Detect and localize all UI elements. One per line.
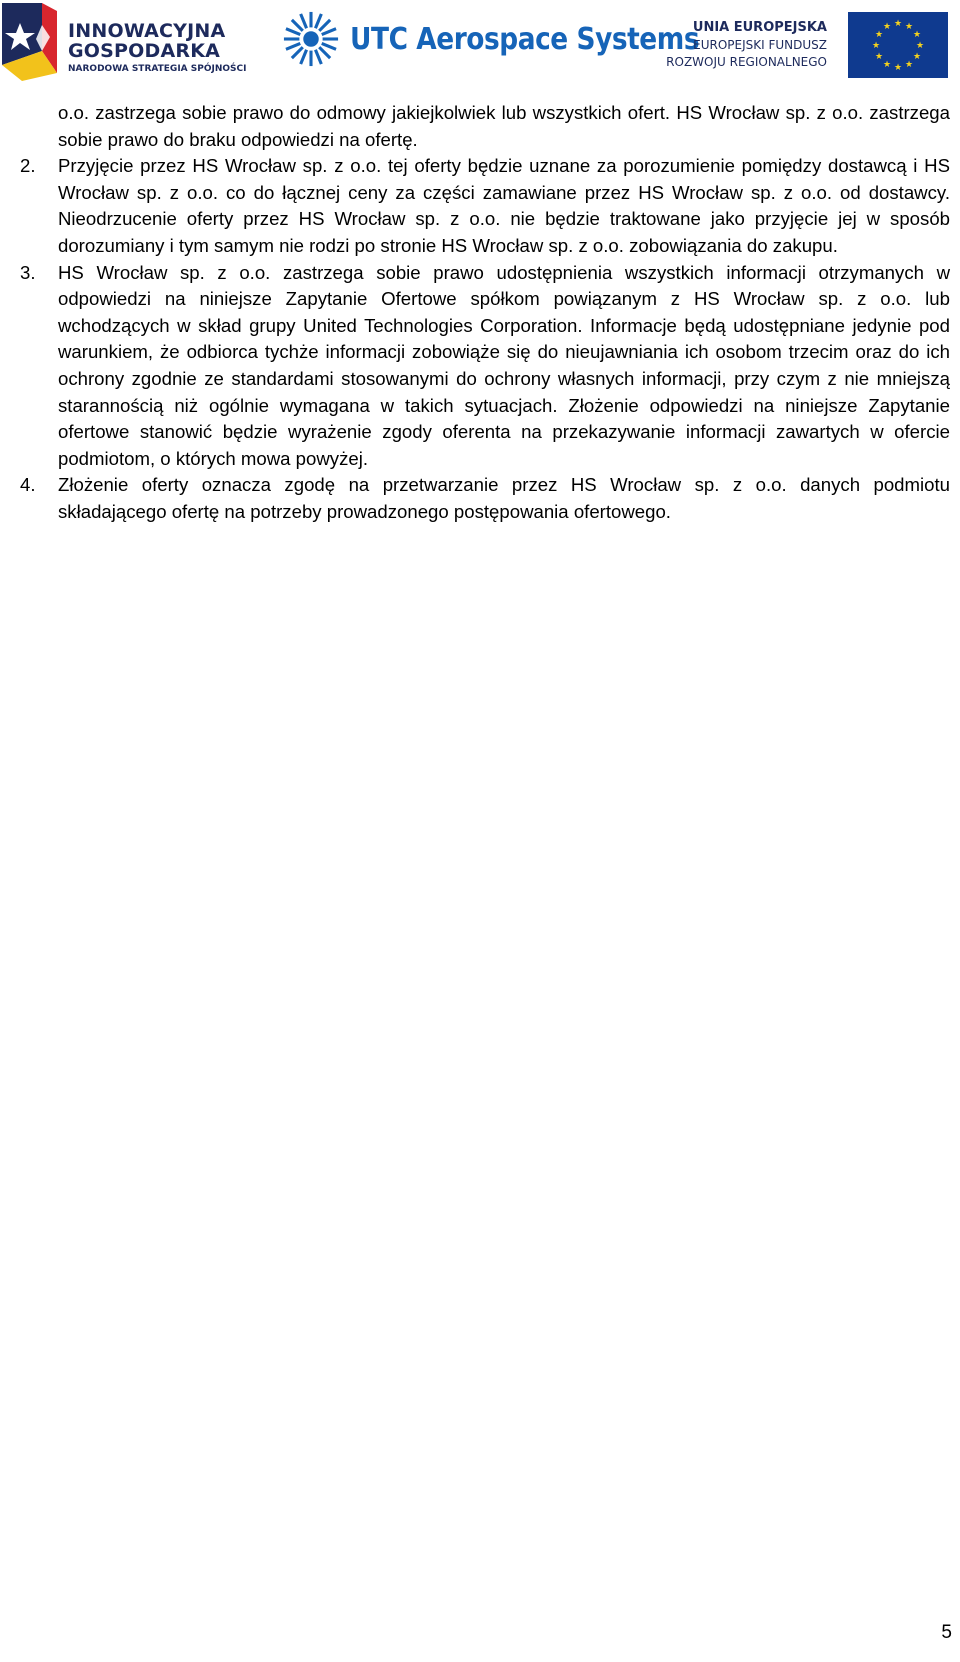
innowacyjna-gospodarka-logo bbox=[2, 3, 247, 81]
svg-text:★: ★ bbox=[882, 22, 892, 32]
ue-logo-line-2: EUROPEJSKI FUNDUSZ bbox=[693, 38, 827, 52]
list-item bbox=[20, 153, 950, 259]
page-header bbox=[0, 0, 960, 90]
svg-text:★: ★ bbox=[874, 52, 884, 62]
list-item-number: 4. bbox=[20, 474, 36, 496]
svg-text:★: ★ bbox=[904, 22, 914, 32]
logo-line-1: INNOWACYJNA bbox=[68, 20, 226, 42]
intro-paragraph: o.o. zastrzega sobie prawo do odmowy jakiejkolwiek lub wszystkich ofert. HS Wrocław sp. z o.o. zastrzega sobie prawo do braku odpowiedzi na ofertę. bbox=[58, 102, 950, 150]
logo-line-3: NARODOWA STRATEGIA SPÓJNOŚCI bbox=[68, 64, 247, 74]
utc-aerospace-systems-logo bbox=[282, 10, 700, 70]
ue-logo-line-3: ROZWOJU REGIONALNEGO bbox=[666, 55, 827, 69]
list-item-text: Przyjęcie przez HS Wrocław sp. z o.o. tej oferty będzie uznane za porozumienie pomiędzy dostawcą i HS Wrocław sp. z o.o. co do łącznej ceny za części zamawiane przez HS Wrocław sp. z o.o. od dostawcy. Nieodrzucenie oferty przez HS Wrocław sp. z o.o. nie będzie traktowane jako przyjęcie jej w sposób dorozumiany i tym samym nie rodzi po stronie HS Wrocław sp. z o.o. zobowiązania do zakupu. bbox=[58, 155, 950, 256]
svg-text:★: ★ bbox=[893, 19, 903, 29]
list-item bbox=[20, 472, 950, 525]
utc-logo-text: UTC Aerospace Systems bbox=[350, 22, 700, 57]
svg-text:★: ★ bbox=[874, 30, 884, 40]
ue-logo-line-1: UNIA EUROPEJSKA bbox=[692, 20, 827, 35]
unia-europejska-logo bbox=[666, 12, 957, 82]
utc-sunburst-icon bbox=[282, 10, 340, 68]
logo-line-2: GOSPODARKA bbox=[68, 40, 221, 62]
svg-text:★: ★ bbox=[912, 30, 922, 40]
list-item-text: HS Wrocław sp. z o.o. zastrzega sobie prawo udostępnienia wszystkich informacji otrzymanych w odpowiedzi na niniejsze Zapytanie Ofertowe spółkom powiązanym z HS Wrocław sp. z o.o. lub wchodzących w skład grupy United Technologies Corporation. Informacje będą udostępniane jedynie pod warunkiem, że odbiorca tychże informacji zobowiąże się do nieujawniania ich osobom trzecim oraz do ich ochrony zgodnie ze standardami stosowanymi do ochrony własnych informacji, przy czym z nie mniejszą starannością niż ogólnie wymagana w takich sytuacjach. Złożenie odpowiedzi na niniejsze Zapytanie ofertowe stanowić będzie wyrażenie zgody oferenta na przekazywanie informacji zawartych w ofercie podmiotom, o których mowa powyżej. bbox=[58, 261, 950, 469]
list-item bbox=[20, 260, 950, 473]
svg-text:★: ★ bbox=[882, 60, 892, 70]
svg-text:★: ★ bbox=[893, 63, 903, 73]
list-item-text: Złożenie oferty oznacza zgodę na przetwarzanie przez HS Wrocław sp. z o.o. danych podmiotu składającego ofertę na potrzeby prowadzonego postępowania ofertowego. bbox=[58, 474, 950, 522]
eu-flag-icon bbox=[848, 12, 948, 78]
document-body bbox=[20, 100, 950, 526]
svg-text:★: ★ bbox=[912, 52, 922, 62]
svg-text:★: ★ bbox=[871, 41, 881, 51]
list-item-number: 2. bbox=[20, 155, 36, 177]
innowacyjna-gospodarka-emblem-icon bbox=[2, 3, 57, 81]
svg-text:★: ★ bbox=[915, 41, 925, 51]
numbered-list bbox=[20, 153, 950, 525]
page-number: 5 bbox=[941, 1622, 952, 1643]
svg-text:★: ★ bbox=[904, 60, 914, 70]
list-item-number: 3. bbox=[20, 261, 36, 283]
